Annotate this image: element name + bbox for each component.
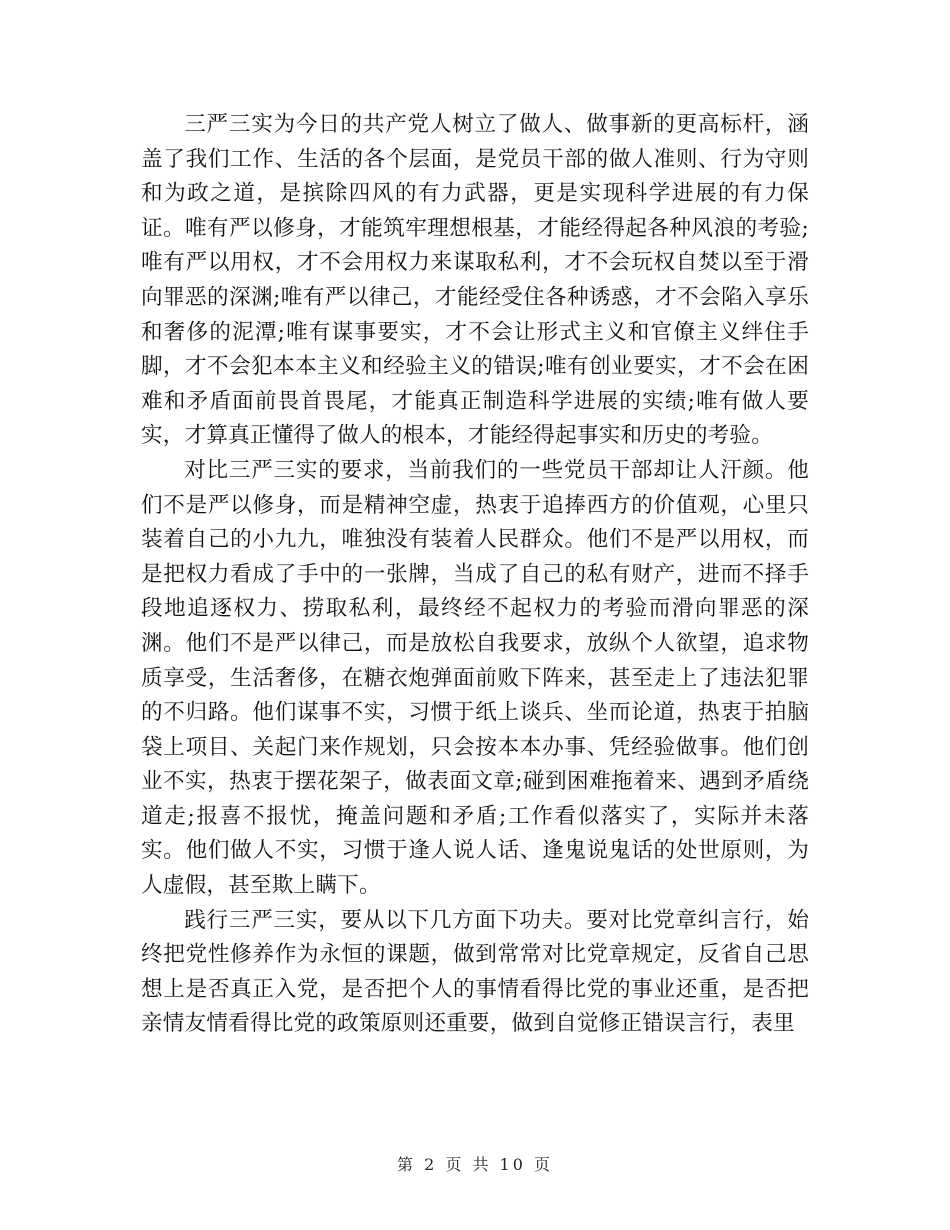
paragraph-1: 三严三实为今日的共产党人树立了做人、做事新的更高标杆，涵盖了我们工作、生活的各个层面，是党员干部的做人准则、行为守则和为政之道，是摈除四风的有力武器，更是实现科学进展的有力保证。唯有严以修身，才能筑牢理想根基，才能经得起各种风浪的考验;唯有严以用权，才不会用权力来谋取私利，才不会玩权自焚以至于滑向罪恶的深渊;唯有严以律己，才能经受住各种诱惑，才不会陷入享乐和奢侈的泥潭;唯有谋事要实，才不会让形式主义和官僚主义绊住手脚，才不会犯本本主义和经验主义的错误;唯有创业要实，才不会在困难和矛盾面前畏首畏尾，才能真正制造科学进展的实绩;唯有做人要实，才算真正懂得了做人的根本，才能经得起事实和历史的考验。	[141, 112, 809, 449]
paragraph-3: 践行三严三实，要从以下几方面下功夫。要对比党章纠言行，始终把党性修养作为永恒的课题，做到常常对比党章规定，反省自己思想上是否真正入党，是否把个人的事情看得比党的事业还重，是否把亲情友情看得比党的政策原则还重要，做到自觉修正错误言行，表里	[141, 907, 809, 1037]
page-footer: 第 2 页 共 10 页	[397, 1155, 553, 1174]
paragraph-2: 对比三严三实的要求，当前我们的一些党员干部却让人汗颜。他们不是严以修身，而是精神空虚，热衷于追捧西方的价值观，心里只装着自己的小九九，唯独没有装着人民群众。他们不是严以用权，而是把权力看成了手中的一张牌，当成了自己的私有财产，进而不择手段地追逐权力、捞取私利，最终经不起权力的考验而滑向罪恶的深渊。他们不是严以律己，而是放松自我要求，放纵个人欲望，追求物质享受，生活奢侈，在糖衣炮弹面前败下阵来，甚至走上了违法犯罪的不归路。他们谋事不实，习惯于纸上谈兵、坐而论道，热衷于拍脑袋上项目、关起门来作规划，只会按本本办事、凭经验做事。他们创业不实，热衷于摆花架子，做表面文章;碰到困难拖着来、遇到矛盾绕道走;报喜不报忧，掩盖问题和矛盾;工作看似落实了，实际并未落实。他们做人不实，习惯于逢人说人话、逢鬼说鬼话的处世原则，为人虚假，甚至欺上瞒下。	[141, 457, 809, 899]
document-body	[141, 108, 809, 1042]
